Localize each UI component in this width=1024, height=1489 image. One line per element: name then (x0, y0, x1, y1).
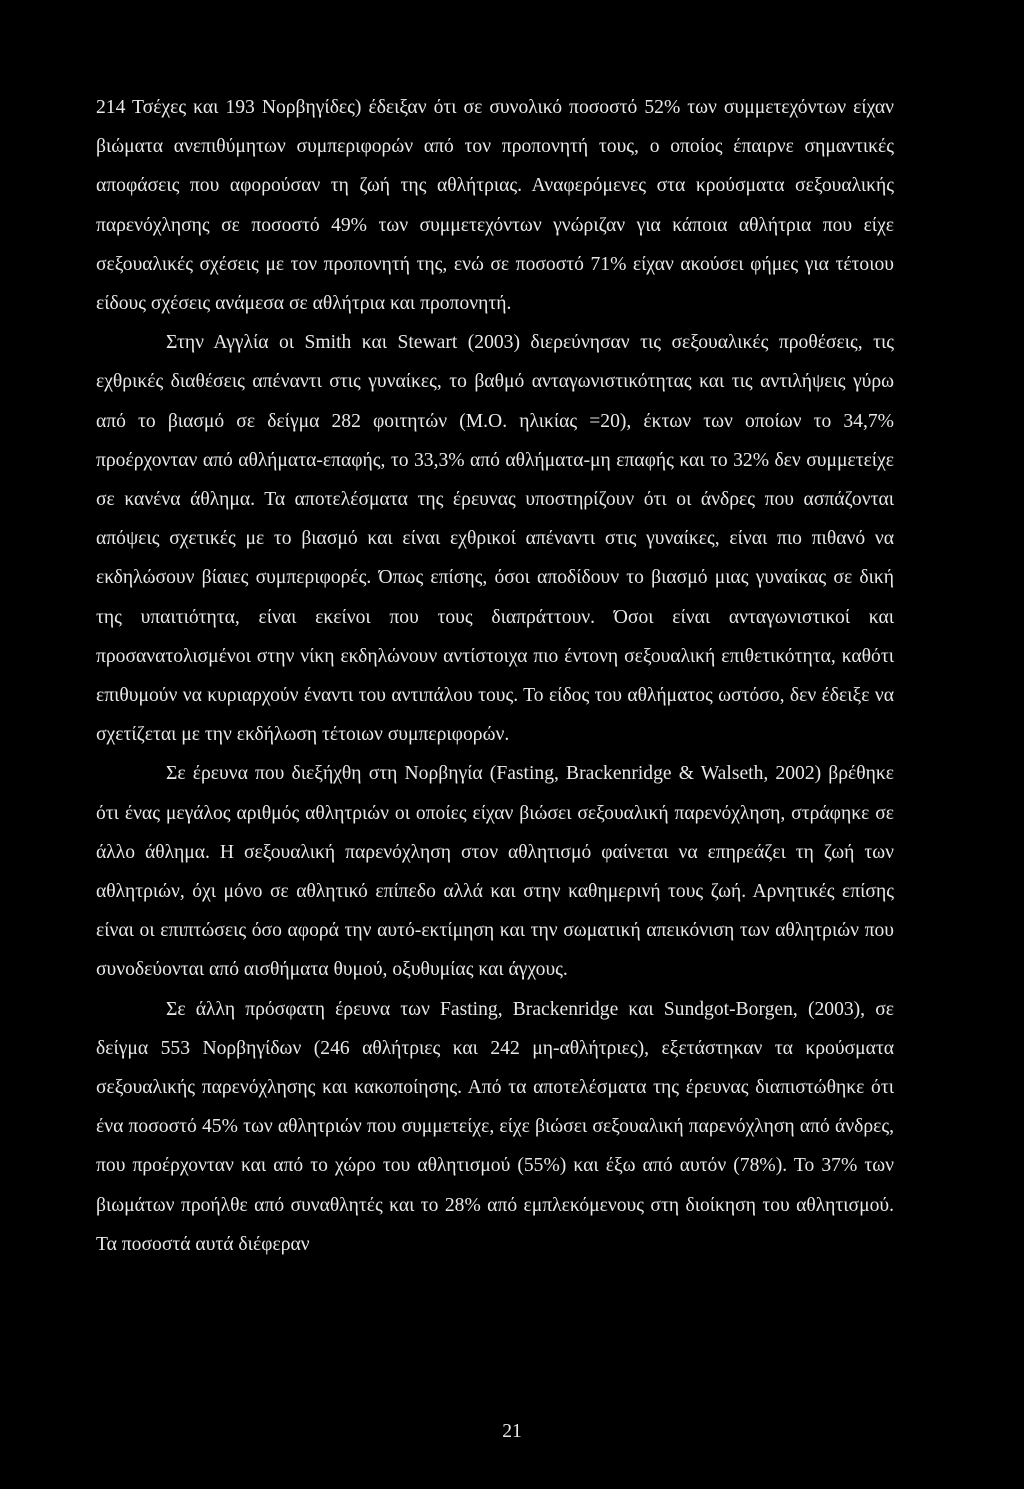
document-page (96, 88, 894, 1264)
paragraph-4: Σε άλλη πρόσφατη έρευνα των Fasting, Brackenridge και Sundgot-Borgen, (2003), σε δείγμα 553 Νορβηγίδων (246 αθλήτριες και 242 μη-αθλήτριες), εξετάστηκαν τα κρούσματα σεξουαλικής παρενόχλησης και κακοποίησης. Από τα αποτελέσματα της έρευνας διαπιστώθηκε ότι ένα ποσοστό 45% των αθλητριών που συμμετείχε, είχε βιώσει σεξουαλική παρενόχληση από άνδρες, που προέρχονταν και από το χώρο του αθλητισμού (55%) και έξω από αυτόν (78%). Το 37% των βιωμάτων προήλθε από συναθλητές και το 28% από εμπλεκόμενους στη διοίκηση του αθλητισμού. Τα ποσοστά αυτά διέφεραν (96, 998, 894, 1255)
page-number: 21 (502, 1421, 522, 1442)
paragraph-1: 214 Τσέχες και 193 Νορβηγίδες) έδειξαν ότι σε συνολικό ποσοστό 52% των συμμετεχόντων είχαν βιώματα ανεπιθύμητων συμπεριφορών από τον προπονητή τους, ο οποίος έπαιρνε σημαντικές αποφάσεις που αφορούσαν τη ζωή της αθλήτριας. Αναφερόμενες στα κρούσματα σεξουαλικής παρενόχλησης σε ποσοστό 49% των συμμετεχόντων γνώριζαν για κάποια αθλήτρια που είχε σεξουαλικές σχέσεις με τον προπονητή της, ενώ σε ποσοστό 71% είχαν ακούσει φήμες για τέτοιου είδους σχέσεις ανάμεσα σε αθλήτρια και προπονητή. (96, 97, 894, 315)
paragraph-3: Σε έρευνα που διεξήχθη στη Νορβηγία (Fasting, Brackenridge & Walseth, 2002) βρέθηκε ότι ένας μεγάλος αριθμός αθλητριών οι οποίες είχαν βιώσει σεξουαλική παρενόχληση, στράφηκε σε άλλο άθλημα. Η σεξουαλική παρενόχληση στον αθλητισμό φαίνεται να επηρεάζει τη ζωή των αθλητριών, όχι μόνο σε αθλητικό επίπεδο αλλά και στην καθημερινή τους ζωή. Αρνητικές επίσης είναι οι επιπτώσεις όσο αφορά την αυτό-εκτίμηση και την σωματική απεικόνιση των αθλητριών που συνοδεύονται από αισθήματα θυμού, οξυθυμίας και άγχους. (96, 763, 894, 981)
paragraph-2: Στην Αγγλία οι Smith και Stewart (2003) διερεύνησαν τις σεξουαλικές προθέσεις, τις εχθρικές διαθέσεις απέναντι στις γυναίκες, το βαθμό ανταγωνιστικότητας και τις αντιλήψεις γύρω από το βιασμό σε δείγμα 282 φοιτητών (Μ.Ο. ηλικίας =20), έκτων των οποίων το 34,7% προέρχονταν από αθλήματα-επαφής, το 33,3% από αθλήματα-μη επαφής και το 32% δεν συμμετείχε σε κανένα άθλημα. Τα αποτελέσματα της έρευνας υποστηρίζουν ότι οι άνδρες που ασπάζονται απόψεις σχετικές με το βιασμό και είναι εχθρικοί απέναντι στις γυναίκες, είναι πιο πιθανό να εκδηλώσουν βίαιες συμπεριφορές. Όπως επίσης, όσοι αποδίδουν το βιασμό μιας γυναίκας σε δική της υπαιτιότητα, είναι εκείνοι που τους διαπράττουν. Όσοι είναι ανταγωνιστικοί και προσανατολισμένοι στην νίκη εκδηλώνουν αντίστοιχα πιο έντονη σεξουαλική επιθετικότητα, καθότι επιθυμούν να κυριαρχούν έναντι του αντιπάλου τους. Το είδος του αθλήματος ωστόσο, δεν έδειξε να σχετίζεται με την εκδήλωση τέτοιων συμπεριφορών. (96, 332, 894, 746)
